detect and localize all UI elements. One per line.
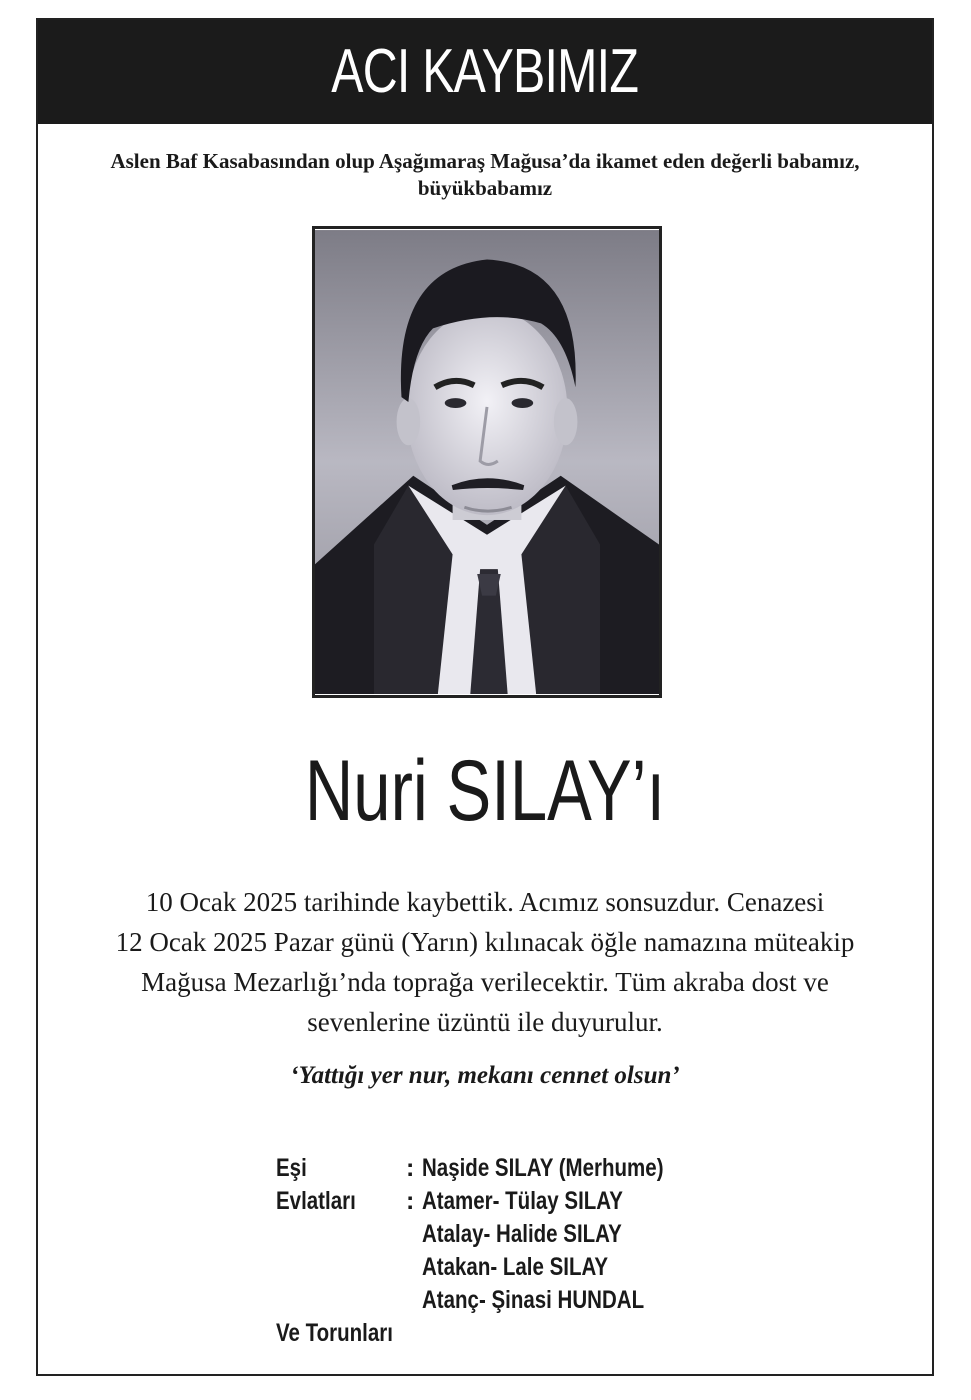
announcement-line: 12 Ocak 2025 Pazar günü (Yarın) kılınacak öğle namazına müteakip (115, 927, 855, 957)
intro-text (48, 148, 922, 202)
deceased-name: Nuri SILAY’ı (304, 743, 666, 839)
announcement-line: 10 Ocak 2025 tarihinde kaybettik. Acımız sonsuzdur. Cenazesi (145, 887, 825, 917)
portrait-photo (312, 226, 662, 698)
child-name: Atalay- Halide SILAY (422, 1220, 622, 1248)
separator: : (406, 1154, 415, 1182)
child-name: Atakan- Lale SILAY (422, 1253, 609, 1281)
grandchildren-label: Ve Torunları (276, 1319, 393, 1347)
separator: : (406, 1187, 415, 1215)
spouse-name: Naşide SILAY (Merhume) (422, 1154, 664, 1182)
header-title: ACI KAYBIMIZ (331, 37, 639, 106)
announcement-line: Mağusa Mezarlığı’nda toprağa verilecektir. Tüm akraba dost ve (141, 967, 829, 997)
children-label: Evlatları (276, 1187, 356, 1215)
intro-line: büyükbabamız (417, 176, 553, 200)
announcement-line: sevenlerine üzüntü ile duyurulur. (307, 1007, 663, 1037)
memorial-quote: ‘Yattığı yer nur, mekanı cennet olsun’ (290, 1062, 680, 1089)
obituary-frame (36, 18, 934, 1376)
spouse-label: Eşi (276, 1154, 307, 1182)
child-name: Atanç- Şinasi HUNDAL (422, 1286, 645, 1314)
announcement-text (78, 882, 892, 1042)
intro-line: Aslen Baf Kasabasından olup Aşağımaraş Mağusa’da ikamet eden değerli babamız, (110, 149, 860, 173)
header-bar (38, 20, 932, 124)
child-name: Atamer- Tülay SILAY (422, 1187, 623, 1215)
